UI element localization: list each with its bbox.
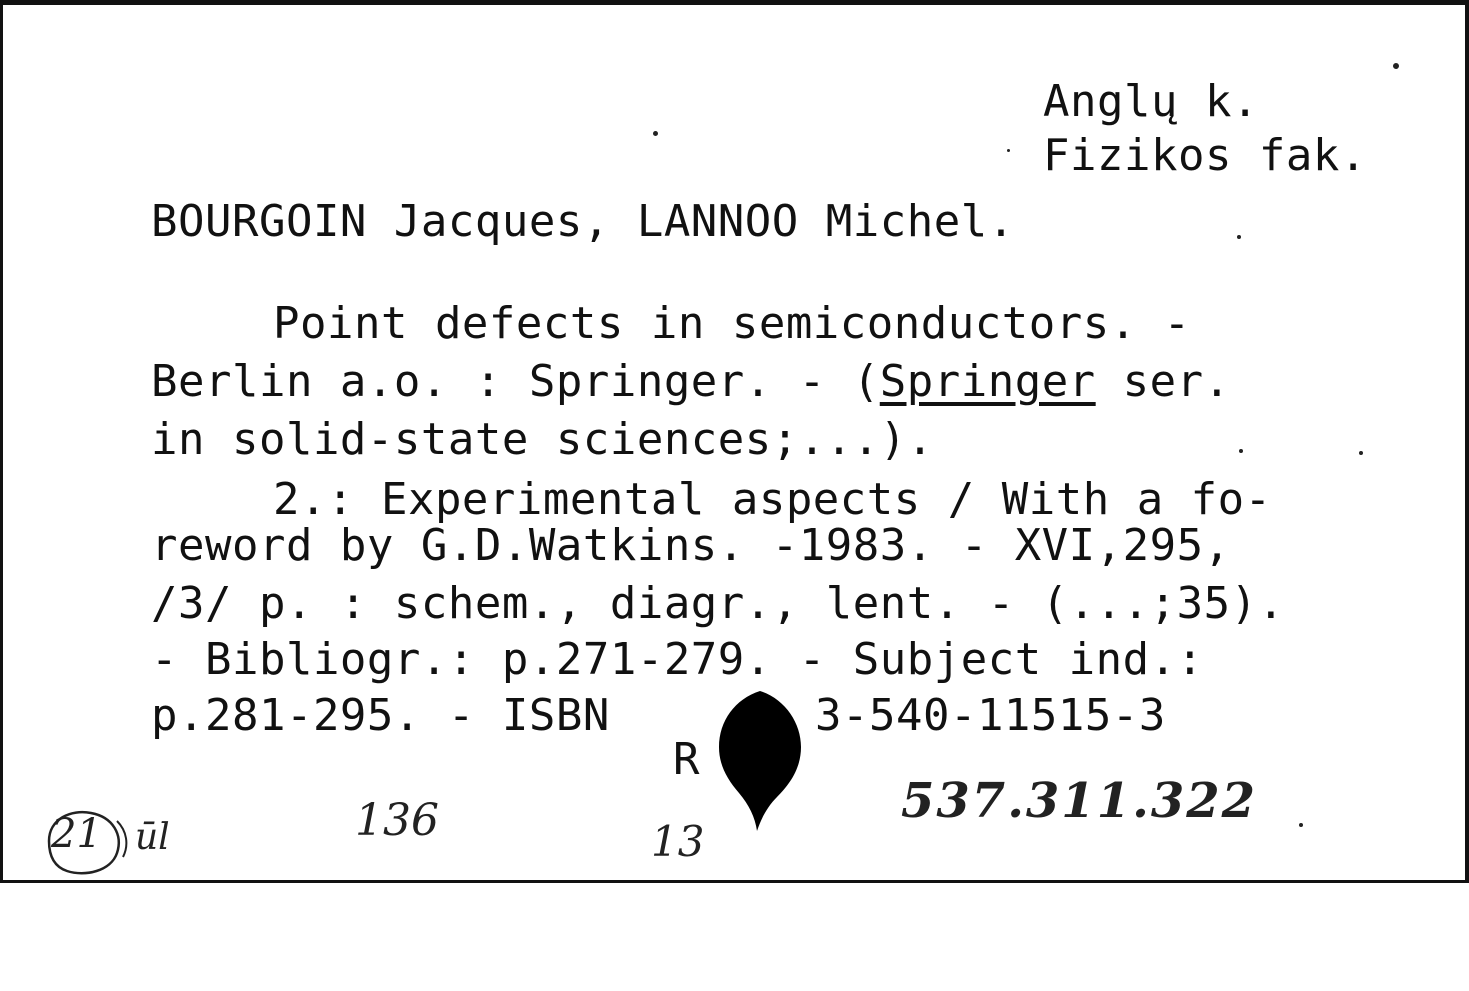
handwritten-number-13: 13 — [651, 817, 705, 866]
scan-speck — [653, 131, 658, 136]
isbn-prefix: p.281-295. - ISBN — [151, 690, 610, 741]
top-right-notes — [1043, 73, 1367, 305]
bibliography-line: - Bibliogr.: p.271-279. - Subject ind.: — [151, 634, 1204, 685]
language-note: Anglų k. — [1043, 76, 1259, 127]
scan-speck — [1239, 449, 1243, 453]
publisher-text: Berlin a.o. : Springer. - ( — [151, 356, 880, 407]
isbn-number: 3-540-11515-3 — [815, 690, 1166, 741]
faculty-note: Fizikos fak. — [1043, 130, 1367, 181]
series-underlined: Springer — [879, 356, 1096, 407]
handwritten-mark: ūl — [135, 817, 170, 858]
title-line: Point defects in semiconductors. - — [273, 298, 1191, 349]
scan-speck — [1237, 235, 1241, 239]
handwritten-classification: 537.311.322 — [901, 773, 1258, 829]
authors-line: BOURGOIN Jacques, LANNOO Michel. — [151, 196, 1015, 247]
scan-speck — [1299, 823, 1303, 827]
isbn-subscript: R — [673, 734, 700, 785]
circled-number-text: 21 — [51, 811, 102, 857]
publisher-line — [151, 353, 1231, 411]
handwritten-number-136: 136 — [355, 795, 439, 846]
series-suffix: ser. — [1095, 356, 1231, 407]
series-line: in solid-state sciences;...). — [151, 414, 934, 465]
punch-hole-blot — [715, 689, 805, 833]
scan-speck — [1393, 63, 1399, 69]
volume-line: 2.: Experimental aspects / With a fo- — [273, 474, 1272, 525]
pages-line: /3/ p. : schem., diagr., lent. - (...;35). — [151, 578, 1285, 629]
foreword-line: reword by G.D.Watkins. -1983. - XVI,295, — [151, 520, 1231, 571]
scan-speck — [1359, 451, 1363, 455]
scan-speck — [1007, 149, 1010, 152]
